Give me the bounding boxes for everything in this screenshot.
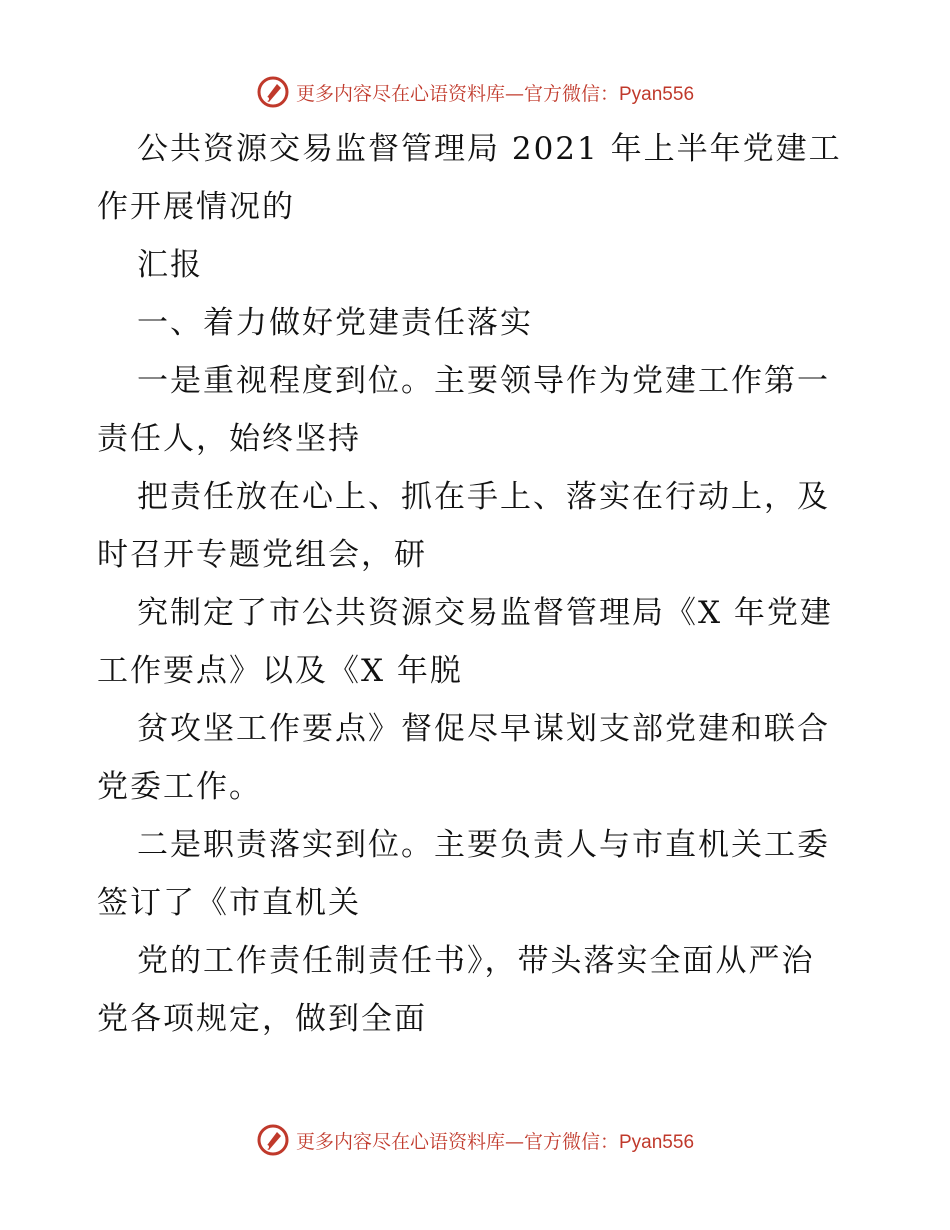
doc-line: 工作要点》以及《X 年脱 — [97, 653, 463, 689]
watermark-text — [296, 79, 694, 106]
doc-line: 一是重视程度到位。主要领导作为党建工作第一 — [137, 363, 830, 399]
watermark-content — [256, 1123, 694, 1157]
doc-line: 二是职责落实到位。主要负责人与市直机关工委 — [137, 827, 830, 863]
doc-line: 公共资源交易监督管理局 2021 年上半年党建工 — [137, 131, 842, 167]
doc-line: 签订了《市直机关 — [97, 885, 361, 921]
document-body — [97, 120, 857, 1048]
doc-line: 责任人，始终坚持 — [97, 421, 361, 457]
doc-line: 作开展情况的 — [97, 189, 295, 225]
fountain-pen-logo-icon — [256, 1123, 290, 1157]
header-watermark — [0, 70, 950, 114]
watermark-text — [296, 1127, 694, 1154]
watermark-main-text: 更多内容尽在心语资料库—官方微信： — [295, 1130, 619, 1153]
doc-line: 时召开专题党组会，研 — [97, 537, 427, 573]
doc-line: 贫攻坚工作要点》督促尽早谋划支部党建和联合 — [137, 711, 830, 747]
doc-line: 党各项规定，做到全面 — [97, 1001, 427, 1037]
doc-line: 究制定了市公共资源交易监督管理局《X 年党建 — [137, 595, 833, 631]
watermark-main-text: 更多内容尽在心语资料库—官方微信： — [295, 82, 619, 105]
doc-line: 党委工作。 — [97, 769, 262, 805]
doc-line: 党的工作责任制责任书》，带头落实全面从严治 — [137, 943, 815, 979]
watermark-content — [256, 75, 694, 109]
fountain-pen-logo-icon — [256, 75, 290, 109]
section-heading: 一、着力做好党建责任落实 — [137, 305, 533, 341]
doc-line: 把责任放在心上、抓在手上、落实在行动上，及 — [137, 479, 830, 515]
watermark-wechat-id: Pyan556 — [619, 83, 695, 105]
footer-watermark — [0, 1118, 950, 1162]
watermark-wechat-id: Pyan556 — [619, 1131, 695, 1153]
doc-line: 汇报 — [137, 247, 203, 283]
